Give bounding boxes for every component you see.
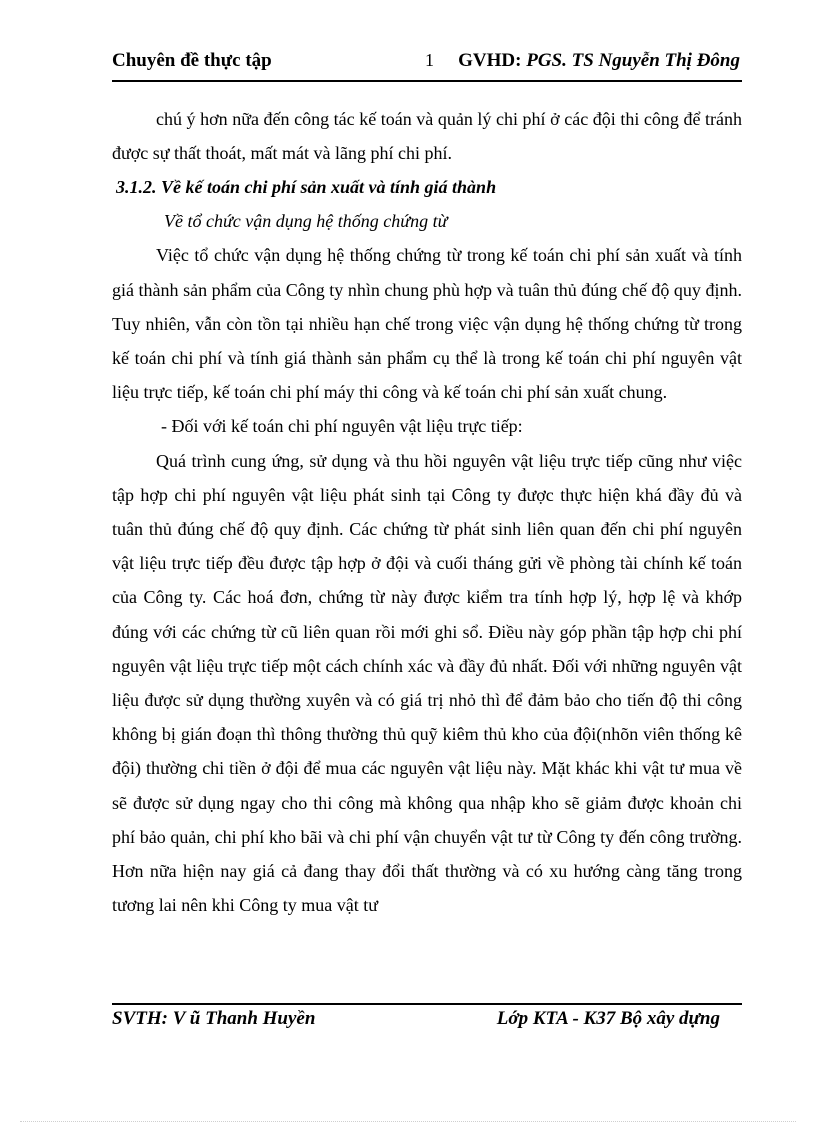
page-number: 1 [425, 50, 434, 70]
footer-class: Lớp KTA - K37 Bộ xây dựng [496, 1008, 720, 1029]
header-rule [112, 80, 742, 82]
advisor-name: PGS. TS Nguyễn Thị Đông [526, 50, 740, 71]
section-heading: 3.1.2. Về kế toán chi phí sản xuất và tính giá thành [116, 177, 497, 198]
footer-student: SVTH: V ũ Thanh Huyền [112, 1008, 316, 1029]
page-footer [112, 1008, 742, 1036]
advisor-label: GVHD: [458, 50, 527, 71]
paragraph-2: Quá trình cung ứng, sử dụng và thu hồi nguyên vật liệu trực tiếp cũng như việc tập hợp chi phí nguyên vật liệu phát sinh tại Công ty được thực hiện khá đầy đủ và tuân thủ đúng chế độ quy định. Các chứng từ phát sinh liên quan đến chi phí nguyên vật liệu trực tiếp đều được tập hợp ở đội và cuối tháng gửi về phòng tài chính kế toán của Công ty. Các hoá đơn, chứng từ này được kiểm tra tính hợp lý, hợp lệ và khớp đúng với các chứng từ cũ liên quan rồi mới ghi sổ. Điều này góp phần tập hợp chi phí nguyên vật liệu trực tiếp một cách chính xác và đầy đủ nhất. Đối với những nguyên vật liệu được sử dụng thường xuyên và có giá trị nhỏ thì để đảm bảo cho tiến độ thi công không bị gián đoạn thì thông thường thủ quỹ kiêm thủ kho của đội(nhõn viên thống kê đội) thường chi tiền ở đội để mua các nguyên vật liệu này. Mặt khác khi vật tư mua về sẽ được sử dụng ngay cho thi công mà không qua nhập kho sẽ giảm được khoản chi phí bảo quản, chi phí kho bãi và chi phí vận chuyển vật tư từ Công ty đến công trường. Hơn nữa hiện nay giá cả đang thay đổi thất thường và có xu hướng càng tăng trong tương lai nên khi Công ty mua vật tư [112, 450, 742, 916]
paragraph-1: Việc tổ chức vận dụng hệ thống chứng từ trong kế toán chi phí sản xuất và tính giá thành sản phẩm của Công ty nhìn chung phù hợp và tuân thủ đúng chế độ quy định. Tuy nhiên, vẫn còn tồn tại nhiều hạn chế trong việc vận dụng hệ thống chứng từ trong kế toán chi phí và tính giá thành sản phẩm cụ thể là trong kế toán chi phí nguyên vật liệu trực tiếp, kế toán chi phí máy thi công và kế toán chi phí sản xuất chung. [112, 245, 742, 403]
bullet-item: - Đối với kế toán chi phí nguyên vật liệu trực tiếp: [161, 416, 523, 437]
page-edge-line [20, 1121, 796, 1122]
document-body [112, 102, 742, 922]
section-subheading: Về tổ chức vận dụng hệ thống chứng từ [164, 211, 448, 232]
footer-rule [112, 1003, 742, 1005]
intro-paragraph: chú ý hơn nữa đến công tác kế toán và quản lý chi phí ở các đội thi công để tránh được sự thất thoát, mất mát và lãng phí chi phí. [112, 109, 742, 164]
page-header [112, 50, 742, 78]
header-advisor [458, 50, 740, 72]
header-title: Chuyên đề thực tập [112, 50, 272, 71]
